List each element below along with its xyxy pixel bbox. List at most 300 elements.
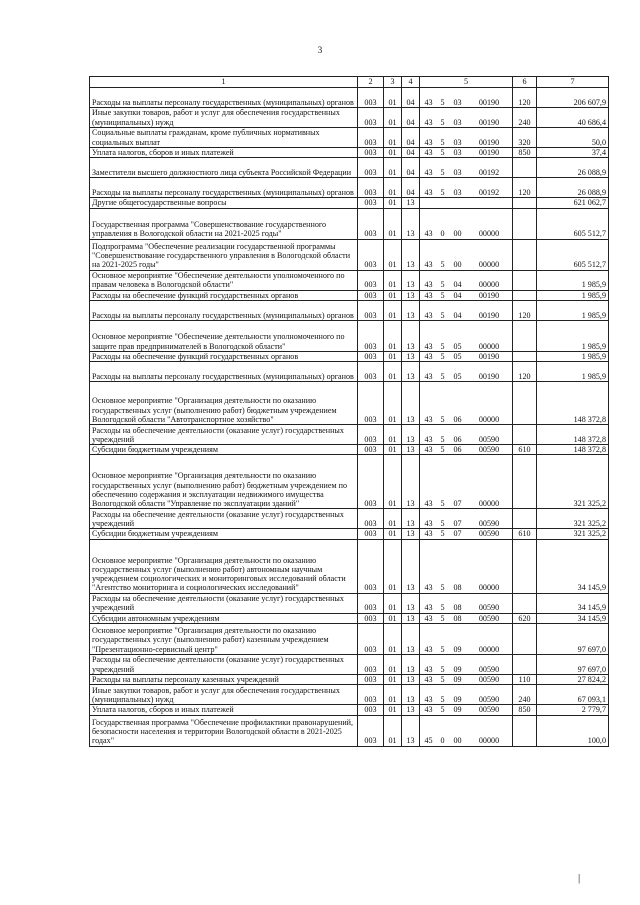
program-code-part: 5 [440, 117, 445, 127]
program-code-part: 43 [424, 529, 433, 539]
subsection-code-cell: 04 [402, 88, 420, 108]
subsection-code-cell: 13 [402, 445, 420, 455]
amount-cell: 148 372,8 [537, 445, 609, 455]
program-code-part: 43 [424, 499, 433, 509]
section-code-cell: 01 [384, 208, 402, 239]
program-code-part: 43 [424, 260, 433, 270]
section-code-cell: 01 [384, 382, 402, 425]
section-code-cell: 01 [384, 88, 402, 108]
table-row [90, 128, 609, 148]
program-code-part: 5 [440, 260, 445, 270]
ministry-code-cell: 003 [358, 88, 384, 108]
table-row [90, 351, 609, 361]
section-code-cell: 01 [384, 509, 402, 529]
row-name-cell: Государственная программа "Обеспечение профилактики правонарушений, безопасности населения и территории Вологодской области в 2021-2025 годах" [90, 715, 358, 746]
program-code-part: 5 [440, 290, 445, 300]
row-name-cell: Расходы на обеспечение деятельности (оказание услуг) государственных учреждений [90, 593, 358, 613]
table-row [90, 320, 609, 351]
program-code-part: 5 [440, 644, 445, 654]
program-code-part: 43 [424, 280, 433, 290]
section-code-cell: 01 [384, 290, 402, 300]
program-code-part: 07 [453, 499, 462, 509]
expense-type-cell: 850 [513, 705, 537, 715]
program-code-part: 5 [440, 434, 445, 444]
amount-cell: 34 145,9 [537, 539, 609, 593]
row-name-cell: Расходы на выплаты персоналу государственных (муниципальных) органов [90, 300, 358, 320]
program-code-part: 5 [440, 445, 445, 455]
section-code-cell: 01 [384, 705, 402, 715]
amount-cell: 321 325,2 [537, 455, 609, 509]
program-code-part: 07 [453, 529, 462, 539]
row-name-cell: Расходы на обеспечение деятельности (оказание услуг) государственных учреждений [90, 509, 358, 529]
section-code-cell: 01 [384, 148, 402, 158]
table-row [90, 362, 609, 382]
program-code-cell [420, 320, 513, 351]
amount-cell: 1 985,9 [537, 320, 609, 351]
ministry-code-cell: 003 [358, 593, 384, 613]
amount-cell: 1 985,9 [537, 270, 609, 290]
row-name-cell: Основное мероприятие "Обеспечение деятельности уполномоченного по защите прав предпринимателей в Вологодской области" [90, 320, 358, 351]
amount-cell: 100,0 [537, 715, 609, 746]
program-code-part: 00590 [478, 434, 500, 444]
row-name-cell: Основное мероприятие "Обеспечение деятельности уполномоченного по правам человека в Вологодской области" [90, 270, 358, 290]
row-name-cell: Расходы на выплаты персоналу государственных (муниципальных) органов [90, 88, 358, 108]
program-code-part: 5 [440, 675, 445, 685]
subsection-code-cell: 13 [402, 613, 420, 623]
program-code-part: 5 [440, 148, 445, 157]
row-name-cell: Основное мероприятие "Организация деятельности по оказанию государственных услуг (выполнению работ) бюджетным учреждением Вологодской области "Автотранспортное хозяйство" [90, 382, 358, 425]
row-name-cell: Другие общегосударственные вопросы [90, 198, 358, 208]
program-code-part: 04 [453, 290, 462, 300]
program-code-part: 00192 [478, 188, 500, 197]
program-code-part: 5 [440, 499, 445, 509]
program-code-part: 00590 [478, 445, 500, 455]
row-name-cell: Расходы на выплаты персоналу казенных учреждений [90, 675, 358, 685]
table-row [90, 425, 609, 445]
expense-type-cell [513, 624, 537, 655]
subsection-code-cell: 13 [402, 290, 420, 300]
table-row [90, 529, 609, 539]
program-code-part: 09 [453, 644, 462, 654]
expense-type-cell: 110 [513, 675, 537, 685]
program-code-cell [420, 539, 513, 593]
program-code-part: 00590 [478, 529, 500, 539]
section-code-cell: 01 [384, 425, 402, 445]
program-code-part: 43 [424, 675, 433, 685]
expense-type-cell [513, 715, 537, 746]
program-code-part: 00000 [478, 414, 500, 424]
expense-type-cell [513, 198, 537, 208]
program-code-part: 5 [440, 351, 445, 361]
amount-cell: 67 093,1 [537, 685, 609, 705]
program-code-part: 5 [440, 188, 445, 197]
program-code-part: 04 [453, 310, 462, 320]
program-code-part: 00590 [478, 519, 500, 529]
header-cell-5: 5 [420, 77, 513, 88]
header-cell-7: 7 [537, 77, 609, 88]
expense-type-cell: 120 [513, 300, 537, 320]
program-code-part: 00 [453, 736, 462, 746]
subsection-code-cell: 13 [402, 351, 420, 361]
program-code-cell [420, 675, 513, 685]
program-code-part: 5 [440, 664, 445, 674]
expense-type-cell: 850 [513, 148, 537, 158]
section-code-cell: 01 [384, 539, 402, 593]
section-code-cell: 01 [384, 239, 402, 270]
table-row [90, 382, 609, 425]
program-code-part: 05 [453, 371, 462, 381]
expense-type-cell: 610 [513, 529, 537, 539]
program-code-part: 06 [453, 445, 462, 455]
amount-cell: 27 824,2 [537, 675, 609, 685]
subsection-code-cell: 13 [402, 529, 420, 539]
subsection-code-cell: 13 [402, 362, 420, 382]
program-code-part: 5 [440, 341, 445, 351]
expense-type-cell [513, 382, 537, 425]
program-code-cell [420, 425, 513, 445]
program-code-part: 09 [453, 695, 462, 705]
ministry-code-cell: 003 [358, 148, 384, 158]
program-code-part: 00000 [478, 260, 500, 270]
program-code-cell [420, 88, 513, 108]
ministry-code-cell: 003 [358, 198, 384, 208]
program-code-part: 43 [424, 229, 433, 239]
table-row [90, 715, 609, 746]
expense-type-cell [513, 509, 537, 529]
table-row [90, 685, 609, 705]
subsection-code-cell: 04 [402, 108, 420, 128]
program-code-part: 5 [440, 371, 445, 381]
amount-cell: 26 088,9 [537, 178, 609, 198]
table-row [90, 705, 609, 715]
program-code-part: 5 [440, 414, 445, 424]
table-row [90, 675, 609, 685]
table-row [90, 593, 609, 613]
budget-table [89, 76, 609, 747]
ministry-code-cell: 003 [358, 239, 384, 270]
program-code-cell [420, 158, 513, 178]
subsection-code-cell: 13 [402, 425, 420, 445]
row-name-cell: Расходы на обеспечение деятельности (оказание услуг) государственных учреждений [90, 655, 358, 675]
amount-cell: 1 985,9 [537, 351, 609, 361]
program-code-part: 00590 [478, 695, 500, 705]
program-code-cell [420, 351, 513, 361]
program-code-cell [420, 655, 513, 675]
program-code-cell [420, 509, 513, 529]
program-code-part: 43 [424, 705, 433, 715]
header-cell-6: 6 [513, 77, 537, 88]
table-row [90, 539, 609, 593]
program-code-part: 00590 [478, 664, 500, 674]
expense-type-cell [513, 351, 537, 361]
row-name-cell: Субсидии бюджетным учреждениям [90, 445, 358, 455]
amount-cell: 605 512,7 [537, 208, 609, 239]
ministry-code-cell: 003 [358, 613, 384, 623]
row-name-cell: Основное мероприятие "Организация деятельности по оказанию государственных услуг (выполнению работ) автономным научным учреждением социологических и мониторинговых исследований области "Агентство мониторинга и социологических исследований" [90, 539, 358, 593]
header-cell-4: 4 [402, 77, 420, 88]
program-code-part: 43 [424, 148, 433, 157]
program-code-part: 43 [424, 445, 433, 455]
program-code-part: 5 [440, 137, 445, 147]
ministry-code-cell: 003 [358, 362, 384, 382]
table-row [90, 239, 609, 270]
program-code-part: 0 [440, 736, 445, 746]
program-code-part: 00000 [478, 736, 500, 746]
program-code-part: 04 [453, 280, 462, 290]
ministry-code-cell: 003 [358, 178, 384, 198]
program-code-cell [420, 455, 513, 509]
program-code-part: 00590 [478, 675, 500, 685]
footer-mark: | [578, 872, 581, 884]
program-code-cell [420, 108, 513, 128]
section-code-cell: 01 [384, 158, 402, 178]
program-code-part: 03 [453, 117, 462, 127]
ministry-code-cell: 003 [358, 128, 384, 148]
expense-type-cell [513, 655, 537, 675]
section-code-cell: 01 [384, 108, 402, 128]
table-row [90, 158, 609, 178]
subsection-code-cell: 13 [402, 455, 420, 509]
table-header-row [90, 77, 609, 88]
section-code-cell: 01 [384, 455, 402, 509]
amount-cell: 2 779,7 [537, 705, 609, 715]
expense-type-cell [513, 290, 537, 300]
amount-cell: 605 512,7 [537, 239, 609, 270]
expense-type-cell: 320 [513, 128, 537, 148]
row-name-cell: Основное мероприятие "Организация деятельности по оказанию государственных услуг (выполнению работ) бюджетным учреждением по обеспечению содержания и эксплуатации недвижимого имущества Вологодской области "Управление по эксплуатации зданий" [90, 455, 358, 509]
section-code-cell: 01 [384, 655, 402, 675]
subsection-code-cell: 13 [402, 675, 420, 685]
table-row [90, 613, 609, 623]
program-code-cell [420, 148, 513, 158]
ministry-code-cell: 003 [358, 445, 384, 455]
expense-type-cell [513, 320, 537, 351]
subsection-code-cell: 13 [402, 300, 420, 320]
section-code-cell: 01 [384, 529, 402, 539]
program-code-part: 00000 [478, 583, 500, 593]
program-code-cell [420, 128, 513, 148]
amount-cell: 321 325,2 [537, 509, 609, 529]
program-code-part: 00192 [478, 168, 500, 177]
amount-cell: 148 372,8 [537, 382, 609, 425]
program-code-part: 05 [453, 341, 462, 351]
program-code-part: 00590 [478, 705, 500, 715]
ministry-code-cell: 003 [358, 425, 384, 445]
program-code-part: 43 [424, 414, 433, 424]
row-name-cell: Расходы на выплаты персоналу государственных (муниципальных) органов [90, 362, 358, 382]
program-code-cell [420, 300, 513, 320]
program-code-part: 5 [440, 529, 445, 539]
amount-cell: 206 607,9 [537, 88, 609, 108]
program-code-cell [420, 685, 513, 705]
program-code-part: 43 [424, 137, 433, 147]
subsection-code-cell: 04 [402, 178, 420, 198]
row-name-cell: Государственная программа "Совершенствование государственного управления в Вологодской области на 2021-2025 годы" [90, 208, 358, 239]
program-code-part: 5 [440, 168, 445, 177]
section-code-cell: 01 [384, 198, 402, 208]
program-code-part: 43 [424, 434, 433, 444]
amount-cell: 97 697,0 [537, 624, 609, 655]
ministry-code-cell: 003 [358, 290, 384, 300]
expense-type-cell: 120 [513, 362, 537, 382]
program-code-part: 5 [440, 310, 445, 320]
section-code-cell: 01 [384, 675, 402, 685]
program-code-cell [420, 270, 513, 290]
amount-cell: 1 985,9 [537, 362, 609, 382]
row-name-cell: Основное мероприятие "Организация деятельности по оказанию государственных услуг (выполнению работ) казенным учреждением "Презентационно-сервисный центр" [90, 624, 358, 655]
subsection-code-cell: 13 [402, 320, 420, 351]
row-name-cell: Расходы на обеспечение деятельности (оказание услуг) государственных учреждений [90, 425, 358, 445]
program-code-cell [420, 239, 513, 270]
header-cell-1: 1 [90, 77, 358, 88]
program-code-part: 43 [424, 613, 433, 623]
section-code-cell: 01 [384, 300, 402, 320]
program-code-part: 00000 [478, 644, 500, 654]
program-code-part: 43 [424, 583, 433, 593]
program-code-cell [420, 198, 513, 208]
expense-type-cell: 120 [513, 178, 537, 198]
ministry-code-cell: 003 [358, 509, 384, 529]
program-code-part: 09 [453, 675, 462, 685]
program-code-part: 43 [424, 310, 433, 320]
table-row [90, 178, 609, 198]
program-code-part: 43 [424, 168, 433, 177]
section-code-cell: 01 [384, 624, 402, 655]
amount-cell: 50,0 [537, 128, 609, 148]
row-name-cell: Расходы на выплаты персоналу государственных (муниципальных) органов [90, 178, 358, 198]
program-code-part: 09 [453, 664, 462, 674]
expense-type-cell [513, 539, 537, 593]
ministry-code-cell: 003 [358, 715, 384, 746]
ministry-code-cell: 003 [358, 455, 384, 509]
program-code-part: 43 [424, 664, 433, 674]
program-code-part: 5 [440, 519, 445, 529]
section-code-cell: 01 [384, 270, 402, 290]
amount-cell: 1 985,9 [537, 300, 609, 320]
expense-type-cell: 120 [513, 88, 537, 108]
subsection-code-cell: 04 [402, 158, 420, 178]
program-code-cell [420, 613, 513, 623]
program-code-part: 43 [424, 290, 433, 300]
program-code-part: 00190 [478, 137, 500, 147]
program-code-part: 43 [424, 351, 433, 361]
program-code-part: 06 [453, 414, 462, 424]
table-row [90, 290, 609, 300]
program-code-part: 03 [453, 148, 462, 157]
program-code-part: 5 [440, 613, 445, 623]
amount-cell: 621 062,7 [537, 198, 609, 208]
ministry-code-cell: 003 [358, 675, 384, 685]
row-name-cell: Подпрограмма "Обеспечение реализации государственной программы "Совершенствование государственного управления в Вологодской области на 2021-2025 годы" [90, 239, 358, 270]
program-code-part: 00590 [478, 603, 500, 613]
row-name-cell: Субсидии бюджетным учреждениям [90, 529, 358, 539]
amount-cell: 148 372,8 [537, 425, 609, 445]
program-code-part: 00190 [478, 310, 500, 320]
program-code-part: 43 [424, 97, 433, 107]
subsection-code-cell: 13 [402, 715, 420, 746]
amount-cell: 34 145,9 [537, 613, 609, 623]
subsection-code-cell: 13 [402, 685, 420, 705]
ministry-code-cell: 003 [358, 158, 384, 178]
amount-cell: 1 985,9 [537, 290, 609, 300]
table-row [90, 455, 609, 509]
program-code-part: 03 [453, 168, 462, 177]
row-name-cell: Уплата налогов, сборов и иных платежей [90, 148, 358, 158]
subsection-code-cell: 13 [402, 208, 420, 239]
program-code-part: 43 [424, 695, 433, 705]
subsection-code-cell: 13 [402, 239, 420, 270]
table-row [90, 148, 609, 158]
row-name-cell: Иные закупки товаров, работ и услуг для обеспечения государственных (муниципальных) нужд [90, 108, 358, 128]
ministry-code-cell: 003 [358, 320, 384, 351]
ministry-code-cell: 003 [358, 382, 384, 425]
program-code-part: 43 [424, 644, 433, 654]
program-code-part: 07 [453, 519, 462, 529]
section-code-cell: 01 [384, 715, 402, 746]
section-code-cell: 01 [384, 613, 402, 623]
program-code-part: 00 [453, 229, 462, 239]
program-code-cell [420, 290, 513, 300]
program-code-cell [420, 529, 513, 539]
program-code-cell [420, 208, 513, 239]
subsection-code-cell: 13 [402, 624, 420, 655]
program-code-part: 43 [424, 371, 433, 381]
program-code-part: 00190 [478, 371, 500, 381]
row-name-cell: Расходы на обеспечение функций государственных органов [90, 351, 358, 361]
section-code-cell: 01 [384, 320, 402, 351]
program-code-part: 05 [453, 351, 462, 361]
table-row [90, 270, 609, 290]
program-code-part: 08 [453, 583, 462, 593]
program-code-cell [420, 705, 513, 715]
ministry-code-cell: 003 [358, 351, 384, 361]
expense-type-cell [513, 239, 537, 270]
subsection-code-cell: 13 [402, 593, 420, 613]
program-code-part: 00590 [478, 613, 500, 623]
program-code-part: 43 [424, 117, 433, 127]
subsection-code-cell: 13 [402, 509, 420, 529]
program-code-part: 00190 [478, 148, 500, 157]
section-code-cell: 01 [384, 178, 402, 198]
row-name-cell: Расходы на обеспечение функций государственных органов [90, 290, 358, 300]
program-code-part: 00000 [478, 229, 500, 239]
program-code-part: 09 [453, 705, 462, 715]
program-code-part: 03 [453, 137, 462, 147]
section-code-cell: 01 [384, 351, 402, 361]
program-code-part: 00190 [478, 290, 500, 300]
expense-type-cell [513, 208, 537, 239]
ministry-code-cell: 003 [358, 624, 384, 655]
header-cell-3: 3 [384, 77, 402, 88]
section-code-cell: 01 [384, 445, 402, 455]
subsection-code-cell: 13 [402, 655, 420, 675]
ministry-code-cell: 003 [358, 705, 384, 715]
program-code-cell [420, 445, 513, 455]
program-code-part: 5 [440, 583, 445, 593]
program-code-part: 06 [453, 434, 462, 444]
ministry-code-cell: 003 [358, 539, 384, 593]
program-code-part: 0 [440, 229, 445, 239]
subsection-code-cell: 13 [402, 382, 420, 425]
program-code-cell [420, 593, 513, 613]
program-code-part: 43 [424, 188, 433, 197]
table-row [90, 208, 609, 239]
program-code-part: 5 [440, 97, 445, 107]
subsection-code-cell: 04 [402, 148, 420, 158]
header-cell-2: 2 [358, 77, 384, 88]
amount-cell: 40 686,4 [537, 108, 609, 128]
table-row [90, 445, 609, 455]
